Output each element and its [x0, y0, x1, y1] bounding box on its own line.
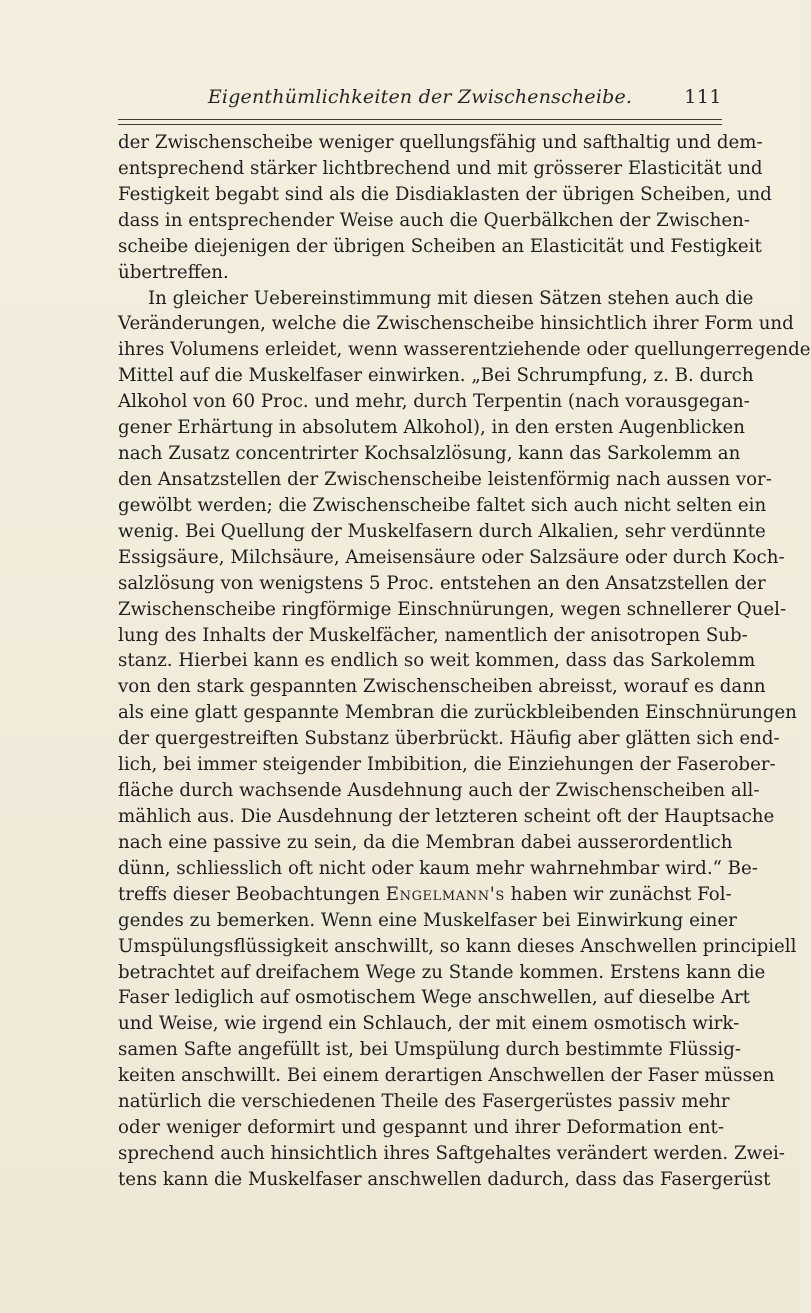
text-line: ihres Volumens erleidet, wenn wasserentziehende oder quellungerregende [118, 339, 811, 361]
running-title: Eigenthümlichkeiten der Zwischenscheibe. [207, 86, 633, 108]
author-name: Engelmann's [385, 883, 505, 905]
text-segment: haben wir zunächst Fol- [510, 883, 732, 905]
text-line: betrachtet auf dreifachem Wege zu Stande kommen. Erstens kann die [118, 961, 766, 983]
text-line: lich, bei immer steigender Imbibition, die Einziehungen der Faserober- [118, 754, 776, 776]
text-line: salzlösung von wenigstens 5 Proc. entstehen an den Ansatzstellen der [118, 572, 766, 594]
page-number: 111 [684, 86, 722, 108]
text-line: fläche durch wachsende Ausdehnung auch der Zwischenscheiben all- [118, 780, 760, 802]
text-line: Festigkeit begabt sind als die Disdiaklasten der übrigen Scheiben, und [118, 183, 772, 205]
text-line-with-author [118, 882, 732, 908]
text-line: der Zwischenscheibe weniger quellungsfähig und safthaltig und dem- [118, 132, 763, 153]
text-line: nach eine passive zu sein, da die Membran dabei ausserordentlich [118, 831, 733, 853]
text-line: sprechend auch hinsichtlich ihres Saftgehaltes verändert werden. Zwei- [118, 1142, 785, 1164]
text-line: mählich aus. Die Ausdehnung der letzteren scheint oft der Hauptsache [118, 805, 775, 827]
text-line: Mittel auf die Muskelfaser einwirken. „Bei Schrumpfung, z. B. durch [118, 365, 754, 387]
text-line: Essigsäure, Milchsäure, Ameisensäure oder Salzsäure oder durch Koch- [118, 546, 785, 568]
text-line: natürlich die verschiedenen Theile des Fasergerüstes passiv mehr [118, 1091, 730, 1113]
running-header [118, 86, 722, 116]
text-line: von den stark gespannten Zwischenscheiben abreisst, worauf es dann [118, 676, 766, 698]
text-line: keiten anschwillt. Bei einem derartigen Anschwellen der Faser müssen [118, 1065, 775, 1087]
text-segment: treffs dieser Beobachtungen [118, 883, 380, 905]
text-line: übertreffen. [118, 261, 229, 283]
text-line: gendes zu bemerken. Wenn eine Muskelfaser bei Einwirkung einer [118, 909, 737, 931]
text-line: stanz. Hierbei kann es endlich so weit kommen, dass das Sarkolemm [118, 650, 756, 672]
text-line: dass in entsprechender Weise auch die Querbälkchen der Zwischen- [118, 209, 750, 231]
text-line: gener Erhärtung in absolutem Alkohol), in den ersten Augenblicken [118, 417, 746, 439]
text-line: als eine glatt gespannte Membran die zurückbleibenden Einschnürungen [118, 702, 797, 724]
header-rule-bottom [118, 124, 722, 125]
text-line: gewölbt werden; die Zwischenscheibe faltet sich auch nicht selten ein [118, 494, 767, 516]
text-line: samen Safte angefüllt ist, bei Umspülung durch bestimmte Flüssig- [118, 1039, 742, 1061]
body-text [118, 130, 811, 1193]
text-line: und Weise, wie irgend ein Schlauch, der mit einem osmotisch wirk- [118, 1013, 740, 1035]
text-line: tens kann die Muskelfaser anschwellen dadurch, dass das Fasergerüst [118, 1168, 771, 1190]
text-line: nach Zusatz concentrirter Kochsalzlösung, kann das Sarkolemm an [118, 443, 741, 465]
text-line: Veränderungen, welche die Zwischenscheibe hinsichtlich ihrer Form und [118, 313, 794, 335]
text-line: den Ansatzstellen der Zwischenscheibe leistenförmig nach aussen vor- [118, 468, 772, 490]
text-line: wenig. Bei Quellung der Muskelfasern durch Alkalien, sehr verdünnte [118, 520, 766, 542]
header-rule-top [118, 119, 722, 120]
text-line: dünn, schliesslich oft nicht oder kaum mehr wahrnehmbar wird.“ Be- [118, 857, 758, 879]
text-line: lung des Inhalts der Muskelfächer, namentlich der anisotropen Sub- [118, 624, 748, 646]
text-line: Umspülungsflüssigkeit anschwillt, so kann dieses Anschwellen principiell [118, 935, 797, 957]
text-line: der quergestreiften Substanz überbrückt. Häufig aber glätten sich end- [118, 728, 780, 750]
paragraph-start-line: In gleicher Uebereinstimmung mit diesen Sätzen stehen auch die [148, 287, 754, 309]
text-line: oder weniger deformirt und gespannt und ihrer Deformation ent- [118, 1117, 724, 1139]
text-line: Zwischenscheibe ringförmige Einschnürungen, wegen schnellerer Quel- [118, 598, 787, 620]
text-line: Alkohol von 60 Proc. und mehr, durch Terpentin (nach vorausgegan- [118, 391, 750, 413]
text-line: scheibe diejenigen der übrigen Scheiben an Elasticität und Festigkeit [118, 235, 762, 257]
text-line: Faser lediglich auf osmotischem Wege anschwellen, auf dieselbe Art [118, 987, 750, 1009]
text-line: entsprechend stärker lichtbrechend und mit grösserer Elasticität und [118, 157, 763, 179]
